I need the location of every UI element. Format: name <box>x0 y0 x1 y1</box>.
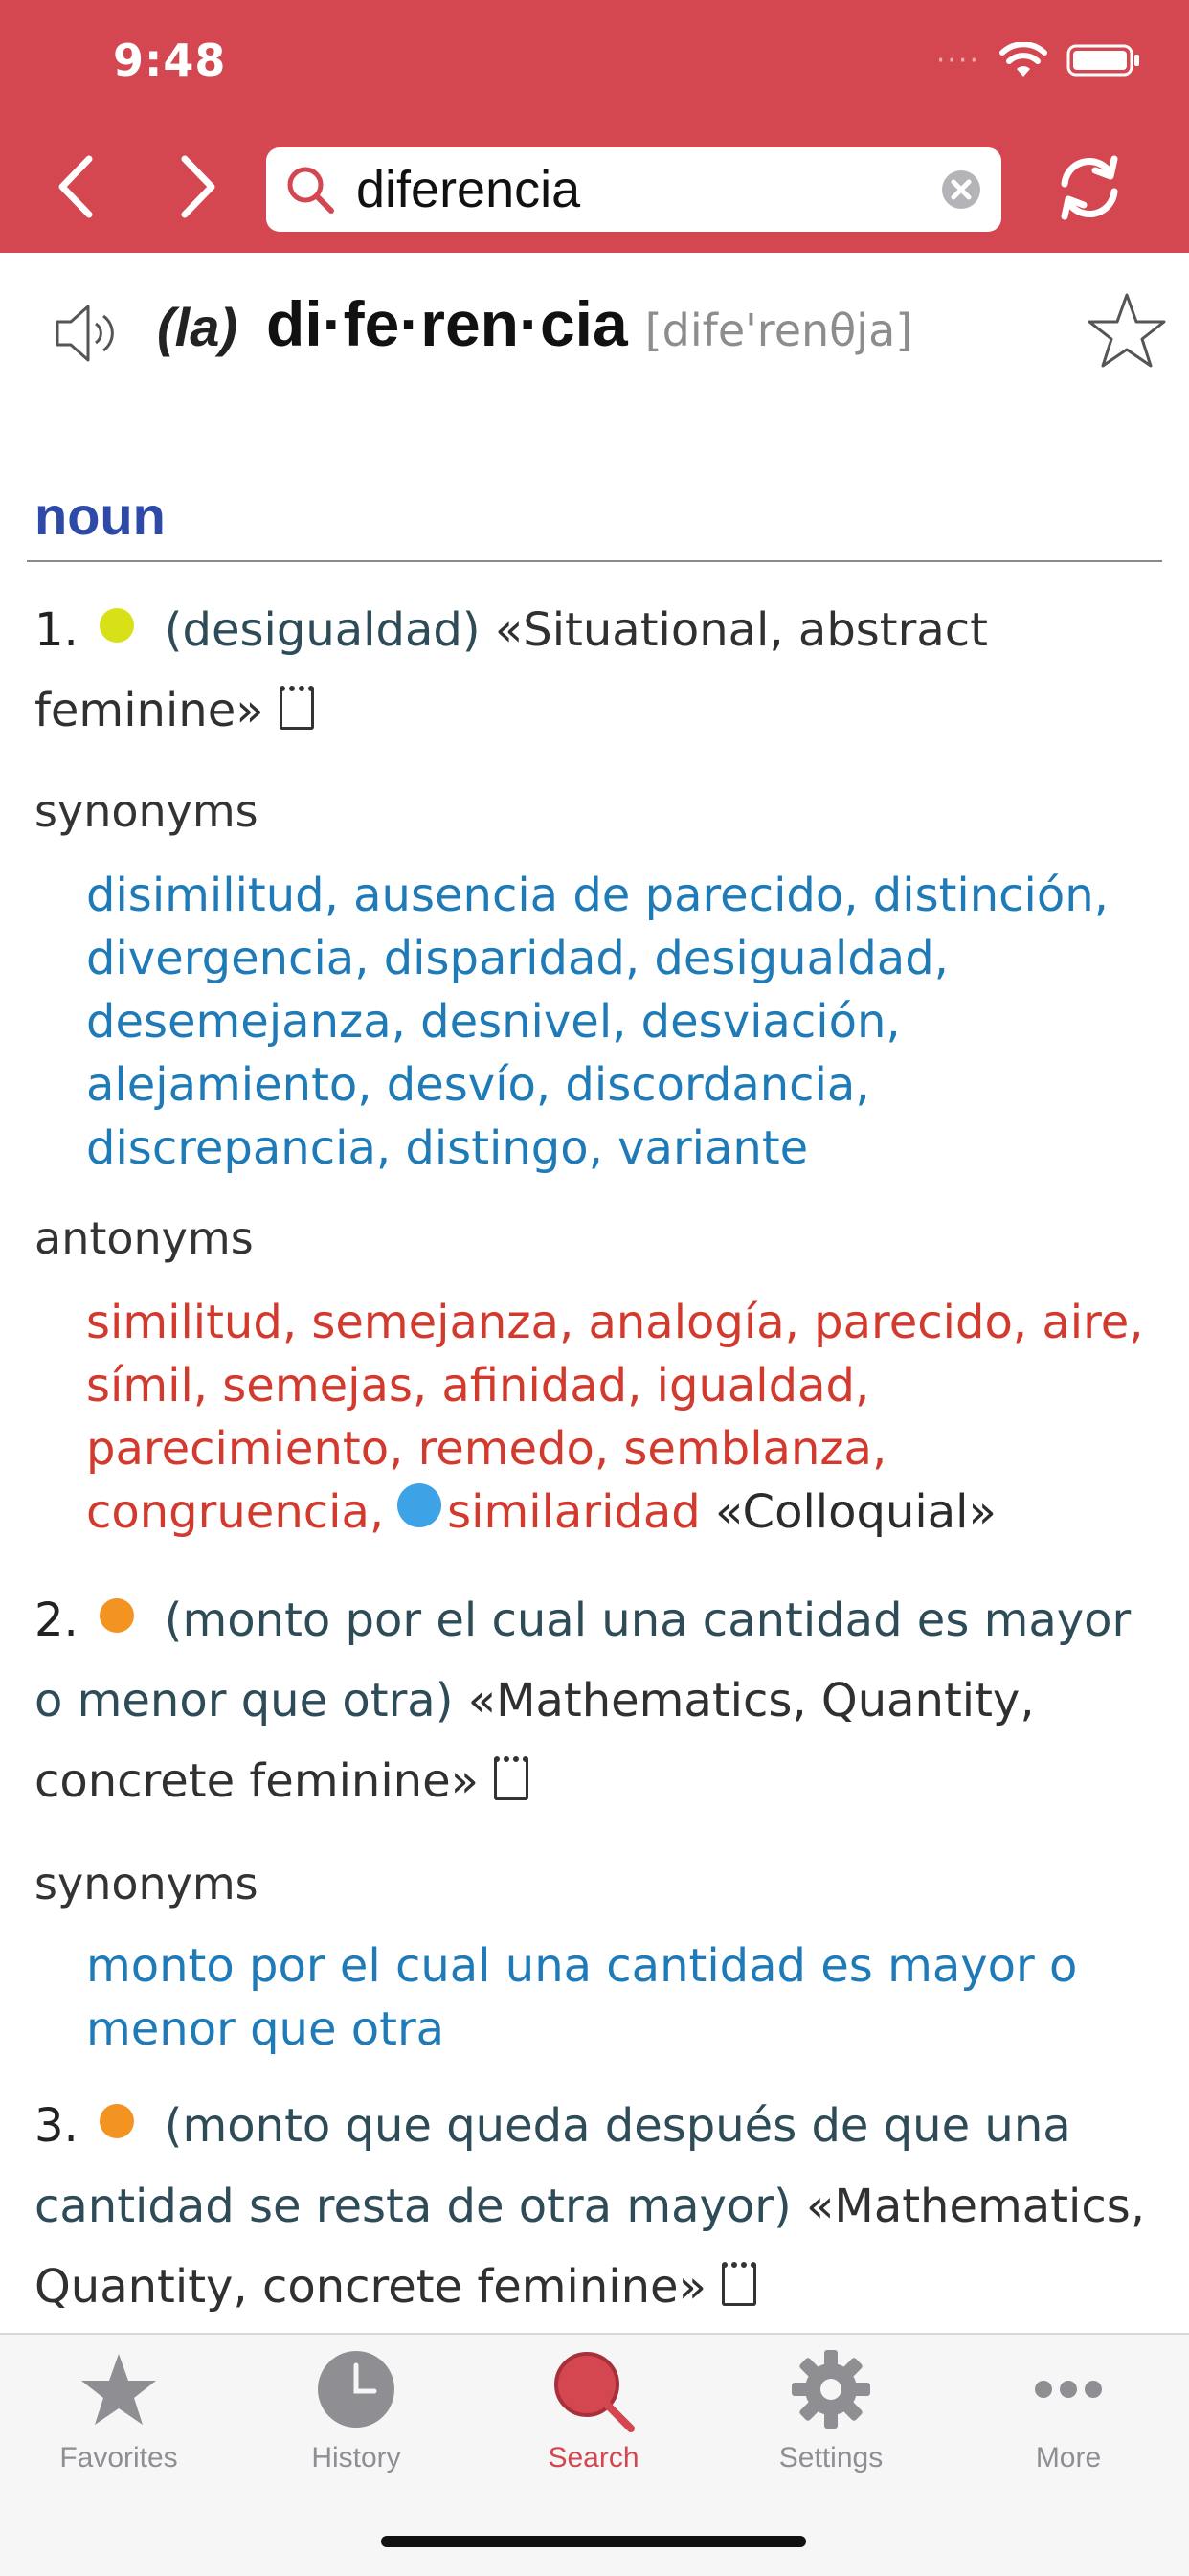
app-header <box>0 0 1189 253</box>
star-outline-icon <box>1086 291 1168 370</box>
entry-ipa: [dife'renθja] <box>644 305 913 356</box>
level-dot-icon <box>100 608 134 643</box>
synonyms-label: synonyms <box>34 1858 258 1909</box>
tab-label: Settings <box>778 2442 884 2474</box>
divider <box>27 560 1162 562</box>
synonyms-list[interactable]: monto por el cual una cantidad es mayor o menor que otra <box>86 1939 1078 2056</box>
sense-2 <box>34 1580 1155 1821</box>
level-dot-icon <box>100 1598 134 1633</box>
battery-icon <box>1066 42 1141 79</box>
sense-1 <box>34 590 1155 751</box>
tab-more[interactable] <box>950 2335 1187 2488</box>
part-of-speech: noun <box>34 486 166 546</box>
tab-label: Search <box>548 2442 639 2474</box>
gear-icon <box>790 2348 872 2434</box>
back-button[interactable] <box>42 153 109 220</box>
note-icon[interactable] <box>722 2262 756 2306</box>
antonyms-label: antonyms <box>34 1212 254 1264</box>
sense-definition: (desigualdad) <box>164 603 481 657</box>
tab-label: More <box>1035 2442 1102 2474</box>
level-dot-icon <box>100 2104 134 2138</box>
antonyms-list <box>86 1291 1149 1544</box>
more-icon <box>1027 2348 1110 2434</box>
clock-icon <box>315 2348 397 2434</box>
tab-label: History <box>311 2442 401 2474</box>
search-icon <box>283 163 337 220</box>
entry-article: (la) <box>157 297 237 357</box>
globe-icon <box>397 1483 441 1527</box>
search-input[interactable] <box>354 155 913 224</box>
tab-favorites[interactable] <box>0 2335 237 2488</box>
sense-usage: «Mathematics, Quantity, concrete feminine» <box>34 2180 1145 2314</box>
synonyms-label: synonyms <box>34 785 258 837</box>
home-indicator <box>381 2536 806 2547</box>
tab-search[interactable] <box>475 2335 712 2488</box>
refresh-button[interactable] <box>1053 151 1126 228</box>
refresh-icon <box>1053 151 1126 224</box>
clear-search-icon[interactable] <box>940 169 982 215</box>
status-icons <box>936 42 1141 79</box>
sense-definition: (monto que queda después de que una cantidad se resta de otra mayor) <box>34 2099 1071 2233</box>
synonyms-list[interactable]: disimilitud, ausencia de parecido, distinción, divergencia, disparidad, desigualdad, desemejanza, desnivel, desviación, alejamiento, desvío, discordancia, discrepancia, distingo, variante <box>86 869 1109 1175</box>
search-icon <box>550 2348 637 2438</box>
speaker-icon <box>52 299 119 368</box>
star-icon <box>78 2348 160 2434</box>
tab-settings[interactable] <box>712 2335 950 2488</box>
note-icon[interactable] <box>280 686 314 730</box>
sense-number: 1. <box>34 603 79 657</box>
note-icon[interactable] <box>494 1756 528 1800</box>
sense-usage: «Mathematics, Quantity, concrete feminine» <box>34 1674 1035 1808</box>
entry-heading <box>157 287 912 360</box>
sense-number: 2. <box>34 1593 79 1647</box>
tab-history[interactable] <box>237 2335 475 2488</box>
antonyms-words[interactable]: similitud, semejanza, analogía, parecido, aire, símil, semejas, afinidad, igualdad, parecimiento, remedo, semblanza, congruencia, <box>86 1296 1144 1539</box>
pronunciation-button[interactable] <box>52 299 119 372</box>
antonym-similaridad[interactable]: similaridad <box>447 1485 701 1539</box>
chevron-left-icon <box>55 153 97 220</box>
wifi-icon <box>999 42 1047 79</box>
forward-button[interactable] <box>165 153 232 220</box>
status-time: 9:48 <box>113 34 227 86</box>
tab-label: Favorites <box>59 2442 178 2474</box>
sense-3 <box>34 2086 1155 2327</box>
search-box <box>266 147 1001 232</box>
favorite-button[interactable] <box>1086 291 1168 373</box>
sense-usage: «Situational, abstract feminine» <box>34 603 988 737</box>
chevron-right-icon <box>177 153 219 220</box>
sense-definition: (monto por el cual una cantidad es mayor o menor que otra) <box>34 1593 1132 1728</box>
signal-icon: ···· <box>935 43 980 78</box>
sense-number: 3. <box>34 2099 79 2153</box>
entry-headword: di·fe·ren·cia <box>266 288 628 359</box>
antonym-usage: «Colloquial» <box>715 1485 997 1539</box>
